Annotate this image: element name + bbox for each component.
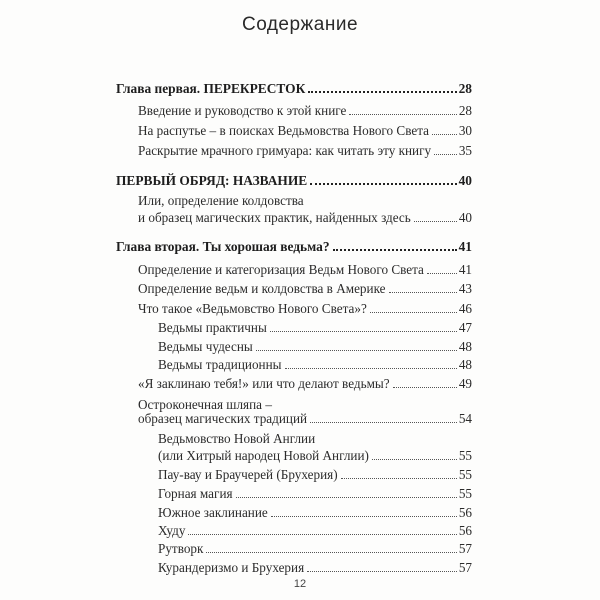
toc-entry (138, 411, 472, 426)
toc-entry-title: Рутворк (158, 541, 204, 556)
toc-entry (158, 486, 472, 501)
toc-entry (158, 467, 472, 482)
toc-entry-title: Пау-вау и Браучерей (Брухерия) (158, 467, 338, 482)
toc-entry-chapter-1 (116, 81, 472, 96)
toc-entry (138, 210, 472, 225)
toc-entry-title: образец магических традиций (138, 411, 308, 426)
leader-dots (271, 516, 457, 517)
page-number: 12 (293, 578, 307, 590)
toc-entry-title: Ведьмы практичны (158, 320, 267, 335)
toc-entry (158, 523, 472, 538)
toc-entry-page: 43 (458, 281, 472, 296)
toc-entry-continuation: Остроконечная шляпа – (138, 397, 272, 412)
toc-entry-page: 55 (458, 486, 472, 501)
leader-dots (393, 387, 457, 388)
toc-entry (158, 448, 472, 463)
toc-entry-page: 57 (458, 560, 472, 575)
leader-dots (236, 497, 457, 498)
toc-entry-page: 55 (458, 448, 472, 463)
toc-entry-page: 56 (458, 523, 472, 538)
toc-entry-page: 54 (458, 411, 472, 426)
leader-dots (270, 331, 457, 332)
toc-entry-page: 28 (458, 81, 472, 96)
toc-entry-page: 28 (458, 103, 472, 118)
toc-entry-title: Определение и категоризация Ведьм Нового Света (138, 262, 424, 277)
toc-entry-title: Горная магия (158, 486, 233, 501)
toc-entry (138, 281, 472, 296)
toc-entry-page: 57 (458, 541, 472, 556)
leader-dots (414, 221, 457, 222)
toc-entry-page: 49 (458, 376, 472, 391)
leader-dots (188, 534, 456, 535)
toc-entry-chapter-2 (116, 239, 472, 254)
toc-entry-page: 56 (458, 505, 472, 520)
leader-dots (310, 183, 456, 185)
toc-entry-title: Курандеризмо и Брухерия (158, 560, 305, 575)
toc-entry-page: 55 (458, 467, 472, 482)
toc-entry-first-rite (116, 173, 472, 188)
leader-dots (341, 478, 457, 479)
toc-entry (138, 262, 472, 277)
leader-dots (432, 134, 457, 135)
toc-entry-page: 41 (458, 239, 472, 254)
toc-entry-title: Введение и руководство к этой книге (138, 103, 347, 118)
toc-entry-title: Определение ведьм и колдовства в Америке (138, 281, 386, 296)
leader-dots (206, 552, 456, 553)
toc-entry-page: 46 (458, 301, 472, 316)
toc-entry (138, 103, 472, 118)
toc-entry-page: 40 (458, 173, 472, 188)
leader-dots (285, 368, 457, 369)
toc-entry (158, 560, 472, 575)
toc-entry (158, 357, 472, 372)
leader-dots (308, 91, 456, 93)
toc-entry-title: Южное заклинание (158, 505, 268, 520)
toc-entry-page: 41 (458, 262, 472, 277)
toc-entry-title: Глава вторая. Ты хорошая ведьма? (116, 239, 330, 254)
toc-entry-page: 30 (458, 123, 472, 138)
leader-dots (307, 571, 457, 572)
toc-entry-continuation: Или, определение колдовства (138, 193, 304, 208)
toc-entry-title: Худу (158, 523, 186, 538)
leader-dots (333, 249, 457, 251)
leader-dots (372, 459, 457, 460)
leader-dots (310, 422, 457, 423)
toc-entry-page: 48 (458, 339, 472, 354)
toc-entry-title: (или Хитрый народец Новой Англии) (158, 448, 369, 463)
toc-entry (138, 376, 472, 391)
leader-dots (370, 312, 457, 313)
toc-entry-title: Глава первая. ПЕРЕКРЕСТОК (116, 81, 306, 96)
toc-entry (138, 123, 472, 138)
page-title: Содержание (241, 14, 359, 35)
toc-entry (158, 320, 472, 335)
toc-entry-title: Ведьмы чудесны (158, 339, 253, 354)
toc-entry-page: 35 (458, 143, 472, 158)
leader-dots (349, 114, 456, 115)
toc-entry-title: На распутье – в поисках Ведьмовства Нового Света (138, 123, 429, 138)
toc-entry-continuation: Ведьмовство Новой Англии (158, 431, 316, 446)
toc-entry-title: Раскрытие мрачного гримуара: как читать эту книгу (138, 143, 432, 158)
leader-dots (256, 350, 457, 351)
toc-entry (158, 505, 472, 520)
toc-entry-page: 48 (458, 357, 472, 372)
toc-entry-title: Что такое «Ведьмовство Нового Света»? (138, 301, 367, 316)
toc-entry (158, 339, 472, 354)
toc-entry-page: 40 (458, 210, 472, 225)
toc-entry-title: и образец магических практик, найденных здесь (138, 210, 411, 225)
toc-entry-title: «Я заклинаю тебя!» или что делают ведьмы? (138, 376, 390, 391)
leader-dots (427, 273, 457, 274)
toc-entry (138, 301, 472, 316)
toc-entry (138, 143, 472, 158)
leader-dots (434, 154, 457, 155)
toc-entry (158, 541, 472, 556)
toc-entry-title: Ведьмы традиционны (158, 357, 282, 372)
toc-entry-page: 47 (458, 320, 472, 335)
toc-entry-title: ПЕРВЫЙ ОБРЯД: НАЗВАНИЕ (116, 173, 308, 188)
leader-dots (389, 292, 457, 293)
